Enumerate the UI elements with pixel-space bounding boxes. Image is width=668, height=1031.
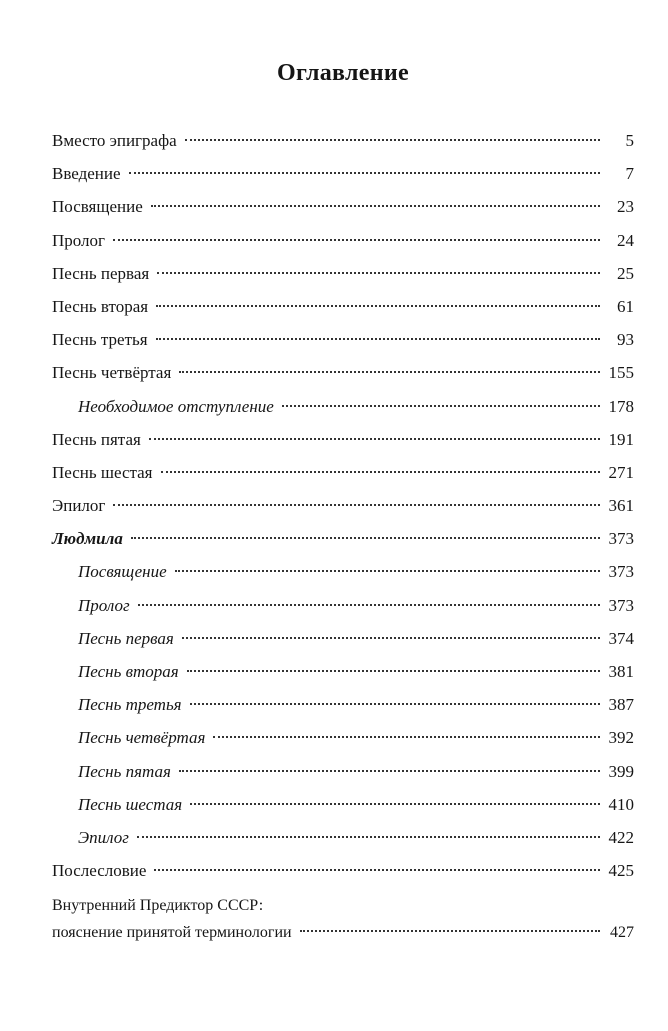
toc-entry-label: Песнь вторая [78, 662, 179, 681]
toc-entry[interactable] [52, 655, 634, 688]
toc-entry-label: Необходимое отступление [78, 396, 274, 416]
toc-entry-page: 5 [625, 131, 634, 150]
toc-entry-label: Эпилог [78, 827, 129, 847]
toc-entry-page: 381 [608, 662, 634, 681]
toc-entry-multiline[interactable] [52, 893, 634, 947]
toc-entry-label-line1: Внутренний Предиктор СССР: [52, 897, 264, 915]
toc-entry-label: Песнь первая [78, 628, 174, 648]
toc-entry-label: Песнь четвёртая [52, 363, 172, 383]
toc-entry-label: Послесловие [52, 861, 147, 881]
dot-leader [161, 471, 601, 473]
dot-leader [154, 869, 600, 871]
toc-entry[interactable] [52, 157, 634, 190]
dot-leader [129, 172, 600, 174]
toc-entry-page: 191 [608, 429, 634, 449]
toc-entry-page: 61 [617, 296, 634, 316]
dot-leader [113, 239, 600, 241]
toc-entry[interactable] [52, 755, 634, 788]
dot-leader [179, 770, 600, 772]
toc-entry-label: Песнь пятая [52, 429, 141, 449]
dot-leader [190, 703, 600, 705]
toc-entry-label: Посвящение [52, 197, 143, 217]
toc-entry-page: 373 [608, 529, 634, 549]
dot-leader [190, 803, 600, 805]
toc-entry[interactable] [52, 124, 634, 157]
toc-entry-page: 422 [608, 827, 634, 847]
toc-entry-label: Песнь третья [52, 330, 148, 350]
toc-entry-label: Пролог [52, 230, 106, 250]
toc-entry-page: 7 [625, 164, 634, 184]
toc-entry-page: 373 [608, 595, 634, 615]
toc-entry-label-line2: пояснение принятой терминологии [52, 924, 292, 942]
toc-entry-page: 155 [608, 363, 634, 383]
page-title: Оглавление [277, 60, 409, 86]
toc-entry-label: Песнь первая [52, 263, 150, 283]
toc-entry[interactable] [52, 423, 634, 456]
toc-entry[interactable] [52, 489, 634, 522]
dot-leader [157, 272, 600, 274]
toc-entry-label: Песнь вторая [52, 296, 149, 316]
toc-entry-page: 374 [608, 628, 634, 648]
toc-entry[interactable] [52, 456, 634, 489]
dot-leader [156, 305, 600, 307]
toc-entry-page: 25 [617, 263, 634, 283]
toc-entry-label: Пролог [78, 595, 130, 615]
toc-entry-label: Посвящение [78, 562, 167, 582]
toc-entry[interactable] [52, 257, 634, 290]
dot-leader [213, 736, 600, 738]
toc-entry[interactable] [52, 356, 634, 389]
toc-entry-page: 399 [608, 761, 634, 781]
dot-leader [131, 537, 600, 539]
table-of-contents [52, 124, 634, 887]
toc-entry[interactable] [52, 190, 634, 223]
toc-entry[interactable] [52, 390, 634, 423]
dot-leader [185, 139, 600, 141]
dot-leader [179, 371, 600, 373]
dot-leader [300, 930, 600, 932]
toc-entry-page: 93 [617, 330, 634, 350]
toc-entry-page: 24 [617, 230, 634, 250]
dot-leader [182, 637, 600, 639]
toc-entry[interactable] [52, 323, 634, 356]
dot-leader [151, 205, 600, 207]
toc-entry[interactable] [52, 622, 634, 655]
dot-leader [187, 670, 600, 672]
toc-entry[interactable] [52, 721, 634, 754]
dot-leader [138, 604, 600, 606]
toc-entry[interactable] [52, 555, 634, 588]
dot-leader [137, 836, 600, 838]
toc-entry[interactable] [52, 821, 634, 854]
toc-entry-label: Вместо эпиграфа [52, 131, 177, 150]
toc-entry-label: Песнь пятая [78, 761, 171, 781]
toc-entry[interactable] [52, 854, 634, 887]
toc-entry-label: Песнь третья [78, 695, 182, 715]
toc-entry[interactable] [52, 788, 634, 821]
toc-entry-page: 425 [608, 861, 634, 881]
toc-entry[interactable] [52, 589, 634, 622]
toc-entry-page: 387 [608, 695, 634, 715]
toc-entry-page: 23 [617, 197, 634, 217]
dot-leader [156, 338, 600, 340]
toc-entry-label: Песнь шестая [78, 794, 183, 814]
toc-entry[interactable] [52, 522, 634, 555]
toc-entry[interactable] [52, 688, 634, 721]
dot-leader [113, 504, 600, 506]
toc-entry-page: 271 [608, 462, 634, 482]
toc-entry-page: 361 [608, 496, 634, 516]
toc-entry-page: 373 [608, 562, 634, 582]
toc-entry-label: Эпилог [52, 496, 106, 516]
toc-entry[interactable] [52, 224, 634, 257]
toc-entry-page: 427 [610, 924, 634, 942]
dot-leader [175, 570, 600, 572]
toc-entry[interactable] [52, 290, 634, 323]
toc-entry-label: Песнь шестая [52, 462, 153, 482]
toc-entry-page: 178 [608, 396, 634, 416]
dot-leader [149, 438, 600, 440]
toc-entry-page: 392 [608, 728, 634, 748]
toc-entry-row [52, 919, 634, 947]
toc-entry-page: 410 [608, 794, 634, 814]
toc-entry-label: Введение [52, 164, 121, 184]
dot-leader [282, 405, 600, 407]
toc-entry-label: Песнь четвёртая [78, 728, 206, 748]
toc-entry-label: Людмила [52, 529, 123, 549]
